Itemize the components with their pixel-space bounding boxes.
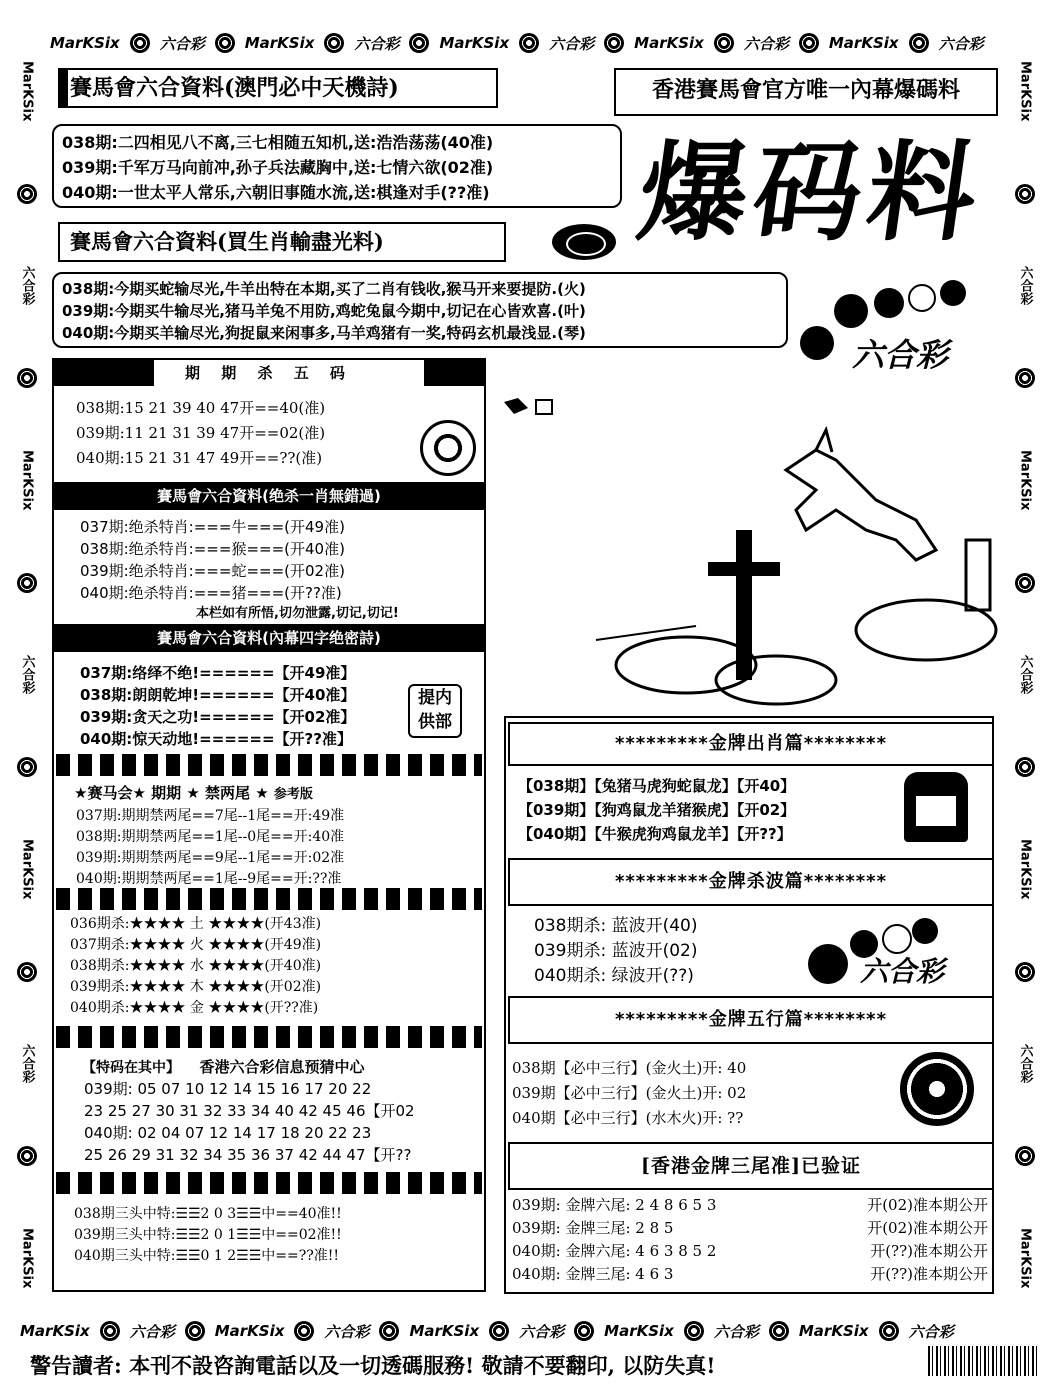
flower-icon	[17, 757, 37, 777]
frame-text: MarKSix	[439, 34, 510, 52]
fourchar-list	[80, 662, 355, 750]
heads-row: 038期三头中特:☰☰2 0 3☰☰中==40准!!	[74, 1206, 342, 1222]
elements-row: 038期杀:★★★★ 水 ★★★★(开40准)	[70, 958, 322, 974]
frame-text: 六合彩	[908, 1322, 954, 1341]
section2-title: 賽馬會六合資料(買生肖輸盡光料)	[58, 222, 506, 262]
tails-header-text: ★赛马会★ 期期 ★ 禁两尾 ★	[74, 784, 269, 802]
gold-tail-title: [香港金牌三尾准]已验证	[508, 1142, 994, 1190]
flower-icon	[519, 33, 539, 53]
ball-icon	[808, 944, 848, 984]
gold-wave-title: *********金牌杀波篇********	[508, 858, 994, 906]
gold-zodiac-list	[518, 774, 795, 846]
fourchar-row: 039期:贪天之功!======【开02准】	[80, 708, 356, 726]
decorative-border	[56, 754, 482, 776]
frame-text: 六合彩	[1017, 655, 1033, 695]
tails-row: 037期:期期禁两尾==7尾--1尾==开:49准	[76, 808, 345, 824]
poem-line: 040期:一世太平人常乐,六朝旧事随水流,送:棋逢对手(??准)	[62, 183, 490, 202]
ball-icon	[912, 918, 938, 944]
flower-icon	[17, 573, 37, 593]
gold-tail-right: 开(??)准本期公开	[870, 1265, 988, 1283]
flower-icon	[1015, 757, 1035, 777]
gold-five-row: 040期【必中三行】(水木火)开: ??	[512, 1109, 744, 1127]
special-line: 25 26 29 31 32 34 35 36 37 42 44 47【开??	[84, 1146, 412, 1164]
decorative-border	[56, 1172, 482, 1194]
gold-tail-left: 040期: 金牌三尾: 4 6 3	[512, 1265, 674, 1283]
frame-text: MarKSix	[828, 34, 899, 52]
flower-icon	[17, 368, 37, 388]
gold-five-list	[512, 1056, 746, 1131]
liuhecai-logo: 六合彩	[860, 955, 945, 988]
fourchar-row: 038期:朗朗乾坤!======【开40准】	[80, 686, 356, 704]
frame-text: 六合彩	[549, 34, 595, 53]
flower-icon	[684, 1321, 704, 1341]
elements-row: 040期杀:★★★★ 金 ★★★★(开??准)	[70, 1000, 319, 1016]
frame-text: MarKSix	[19, 839, 35, 900]
ball-icon	[940, 280, 966, 306]
gold-five-row: 038期【必中三行】(金火土)开: 40	[512, 1059, 747, 1077]
fourchar-title: 賽馬會六合資料(內幕四字绝密詩)	[54, 624, 484, 652]
flower-icon	[879, 1321, 899, 1341]
elements-list	[70, 914, 321, 1019]
special-title	[82, 1056, 365, 1077]
elements-row: 039期杀:★★★★ 木 ★★★★(开02准)	[70, 979, 322, 995]
kill5-row: 040期:15 21 31 47 49开==??(准)	[76, 449, 323, 467]
frame-text: MarKSix	[19, 450, 35, 511]
flower-icon	[909, 33, 929, 53]
killzodiac-row: 039期:绝杀特肖:===蛇===(开02准)	[80, 562, 345, 580]
section2-line: 038期:今期买蛇输尽光,牛羊出特在本期,买了二肖有钱收,猴马开来要提防.(火)	[62, 280, 586, 298]
ball-icon	[800, 326, 834, 360]
tails-row: 038期:期期禁两尾==1尾--0尾==开:40准	[76, 829, 345, 845]
killzodiac-row: 037期:绝杀特肖:===牛===(开49准)	[80, 518, 345, 536]
main-logo: 爆码料	[631, 130, 991, 256]
killzodiac-title: 賽馬會六合資料(绝杀一肖無錯過)	[54, 482, 484, 510]
left-frame-strip	[12, 30, 42, 1320]
poem-line: 039期:千军万马向前冲,孙子兵法藏胸中,送:七情六欲(02准)	[62, 158, 494, 177]
poem-line: 038期:二四相见八不离,三七相随五知机,送:浩浩荡荡(40准)	[62, 133, 494, 152]
decorative-border	[56, 1026, 482, 1048]
frame-text: 六合彩	[324, 1322, 370, 1341]
gold-zodiac-row: 【040期】【牛猴虎狗鸡鼠龙羊】【开??】	[518, 825, 792, 843]
kill5-row: 038期:15 21 39 40 47开==40(准)	[76, 399, 326, 417]
flower-icon	[489, 1321, 509, 1341]
gold-tail-row	[512, 1194, 988, 1217]
frame-text: MarKSix	[798, 1322, 869, 1340]
gold-tail-row	[512, 1217, 988, 1240]
footer-warning: 警告讀者: 本刊不設咨詢電話以及一切透碼服務! 敬請不要翻印, 以防失真!	[30, 1353, 716, 1378]
gold-wave-row: 040期杀: 绿波开(??)	[534, 966, 694, 986]
barcode-icon	[928, 1346, 1038, 1376]
gold-tail-list	[512, 1194, 988, 1286]
killzodiac-row: 040期:绝杀特肖:===猪===(开??准)	[80, 584, 342, 602]
flower-icon	[1015, 573, 1035, 593]
gold-tail-left: 040期: 金牌六尾: 4 6 3 8 5 2	[512, 1242, 717, 1260]
killzodiac-note: 本栏如有所悟,切勿泄露,切记,切记!	[196, 606, 399, 621]
elements-row: 036期杀:★★★★ 土 ★★★★(开43准)	[70, 916, 322, 932]
frame-text: MarKSix	[20, 1322, 90, 1340]
flower-icon	[17, 184, 37, 204]
bauhinia-emblem-icon	[900, 1052, 974, 1126]
frame-text: MarKSix	[409, 1322, 480, 1340]
tails-row: 040期:期期禁两尾==1尾--9尾==开:??准	[76, 871, 342, 887]
frame-text: MarKSix	[1017, 839, 1033, 900]
frame-text: 六合彩	[19, 1044, 35, 1084]
ball-icon	[908, 284, 936, 312]
gold-tail-right: 开(??)准本期公开	[870, 1242, 988, 1260]
frame-text: MarKSix	[604, 1322, 674, 1340]
gold-zodiac-title: *********金牌出肖篇********	[508, 722, 994, 766]
section2-box	[52, 272, 788, 348]
killzodiac-row: 038期:绝杀特肖:===猴===(开40准)	[80, 540, 345, 558]
special-line: 040期: 02 04 07 12 14 17 18 20 22 23	[84, 1124, 372, 1142]
kill5-row: 039期:11 21 31 39 47开==02(准)	[76, 424, 326, 442]
frame-text: MarKSix	[19, 61, 35, 122]
gold-tail-row	[512, 1263, 988, 1286]
special-title-left: 【特码在其中】	[82, 1060, 180, 1076]
tails-reference: 参考版	[273, 787, 313, 802]
flower-icon	[17, 1146, 37, 1166]
gold-tail-left: 039期: 金牌六尾: 2 4 8 6 5 3	[512, 1196, 717, 1214]
cart-icon	[904, 772, 968, 842]
flower-icon	[574, 1321, 594, 1341]
liuhecai-logo: 六合彩	[852, 336, 949, 374]
frame-text: MarKSix	[1017, 450, 1033, 511]
gold-five-row: 039期【必中三行】(金火土)开: 02	[512, 1084, 747, 1102]
flower-icon	[714, 33, 734, 53]
header-right-title: 香港賽馬會官方唯一內幕爆碼料	[614, 68, 998, 116]
section2-line: 040期:今期买羊输尽光,狗捉鼠来闲事多,马羊鸡猪有一奖,特码玄机最浅显.(琴)	[62, 324, 586, 342]
flower-icon	[17, 962, 37, 982]
frame-text: 六合彩	[129, 1322, 175, 1341]
frame-text: 六合彩	[1017, 266, 1033, 306]
tails-header	[74, 782, 313, 803]
flower-icon	[294, 1321, 314, 1341]
heads-row: 040期三头中特:☰☰0 1 2☰☰中==??准!!	[74, 1248, 339, 1264]
flower-icon	[130, 33, 150, 53]
frame-text: 六合彩	[743, 34, 789, 53]
right-frame-strip	[1010, 30, 1040, 1320]
frame-text: 六合彩	[713, 1322, 759, 1341]
frame-text: MarKSix	[244, 34, 315, 52]
flower-icon	[604, 33, 624, 53]
frame-text: 六合彩	[19, 266, 35, 306]
frame-text: 六合彩	[354, 34, 400, 53]
top-frame-strip	[0, 24, 1053, 62]
flower-icon	[769, 1321, 789, 1341]
gold-wave-row: 038期杀: 蓝波开(40)	[534, 916, 698, 936]
special-list	[84, 1078, 415, 1166]
heads-list	[74, 1204, 342, 1267]
ball-icon	[874, 288, 904, 318]
fourchar-row: 037期:络绎不绝!======【开49准】	[80, 664, 356, 682]
decorative-border	[56, 888, 482, 910]
bottom-frame-strip	[0, 1312, 1053, 1350]
flower-icon	[409, 33, 429, 53]
poem-box	[52, 124, 622, 208]
frame-text: MarKSix	[50, 34, 120, 52]
gold-wave-list	[534, 914, 697, 989]
flower-icon	[215, 33, 235, 53]
killzodiac-list	[80, 516, 345, 604]
gold-zodiac-row: 【039期】【狗鸡鼠龙羊猪猴虎】【开02】	[518, 801, 796, 819]
flower-icon	[1015, 962, 1035, 982]
frame-text: MarKSix	[1017, 61, 1033, 122]
frame-text: 六合彩	[1017, 1044, 1033, 1084]
rocks-icon	[596, 540, 996, 704]
oval-logo-icon	[552, 224, 616, 260]
frame-text: 六合彩	[19, 655, 35, 695]
special-line: 039期: 05 07 10 12 14 15 16 17 20 22	[84, 1080, 372, 1098]
gold-tail-left: 039期: 金牌三尾: 2 8 5	[512, 1219, 674, 1237]
frame-text: MarKSix	[1017, 1228, 1033, 1289]
flower-icon	[799, 33, 819, 53]
emblem-icon	[420, 420, 476, 476]
elements-row: 037期杀:★★★★ 火 ★★★★(开49准)	[70, 937, 322, 953]
frame-text: MarKSix	[214, 1322, 285, 1340]
header-left-title: 賽馬會六合資料(澳門必中天機詩)	[58, 68, 498, 108]
ball-icon	[834, 294, 868, 328]
heads-row: 039期三头中特:☰☰2 0 1☰☰中==02准!!	[74, 1227, 342, 1243]
gold-tail-right: 开(02)准本期公开	[867, 1219, 988, 1237]
gold-zodiac-row: 【038期】【兔猪马虎狗蛇鼠龙】【开40】	[518, 777, 796, 795]
section2-line: 039期:今期买牛输尽光,猪马羊兔不用防,鸡蛇兔鼠今期中,切记在心皆欢喜.(叶)	[62, 302, 586, 320]
fourchar-row: 040期:惊天动地!======【开??准】	[80, 730, 352, 748]
frame-text: MarKSix	[634, 34, 704, 52]
special-title-right: 香港六合彩信息预猜中心	[199, 1058, 365, 1076]
flower-icon	[379, 1321, 399, 1341]
flower-icon	[324, 33, 344, 53]
gold-five-title: *********金牌五行篇********	[508, 996, 994, 1044]
kill5-title-bar	[54, 360, 484, 386]
fox-icon	[786, 430, 936, 560]
tails-row: 039期:期期禁两尾==9尾--1尾==开:02准	[76, 850, 345, 866]
frame-text: MarKSix	[19, 1228, 35, 1289]
kill5-title: 期 期 杀 五 码	[185, 364, 353, 382]
frame-text: 六合彩	[519, 1322, 565, 1341]
flower-icon	[1015, 184, 1035, 204]
fourchar-stamp: 提内供部	[408, 684, 462, 738]
kill5-list	[76, 396, 325, 471]
special-line: 23 25 27 30 31 32 33 34 40 42 45 46【开02	[84, 1102, 415, 1120]
flower-icon	[1015, 368, 1035, 388]
bird-icon	[504, 398, 552, 414]
flower-icon	[100, 1321, 120, 1341]
flower-icon	[185, 1321, 205, 1341]
frame-text: 六合彩	[159, 34, 205, 53]
flower-icon	[1015, 1146, 1035, 1166]
gold-tail-right: 开(02)准本期公开	[867, 1196, 988, 1214]
gold-wave-row: 039期杀: 蓝波开(02)	[534, 941, 698, 961]
frame-text: 六合彩	[938, 34, 984, 53]
gold-tail-row	[512, 1240, 988, 1263]
illustration	[496, 390, 1006, 710]
tails-list	[76, 806, 344, 890]
